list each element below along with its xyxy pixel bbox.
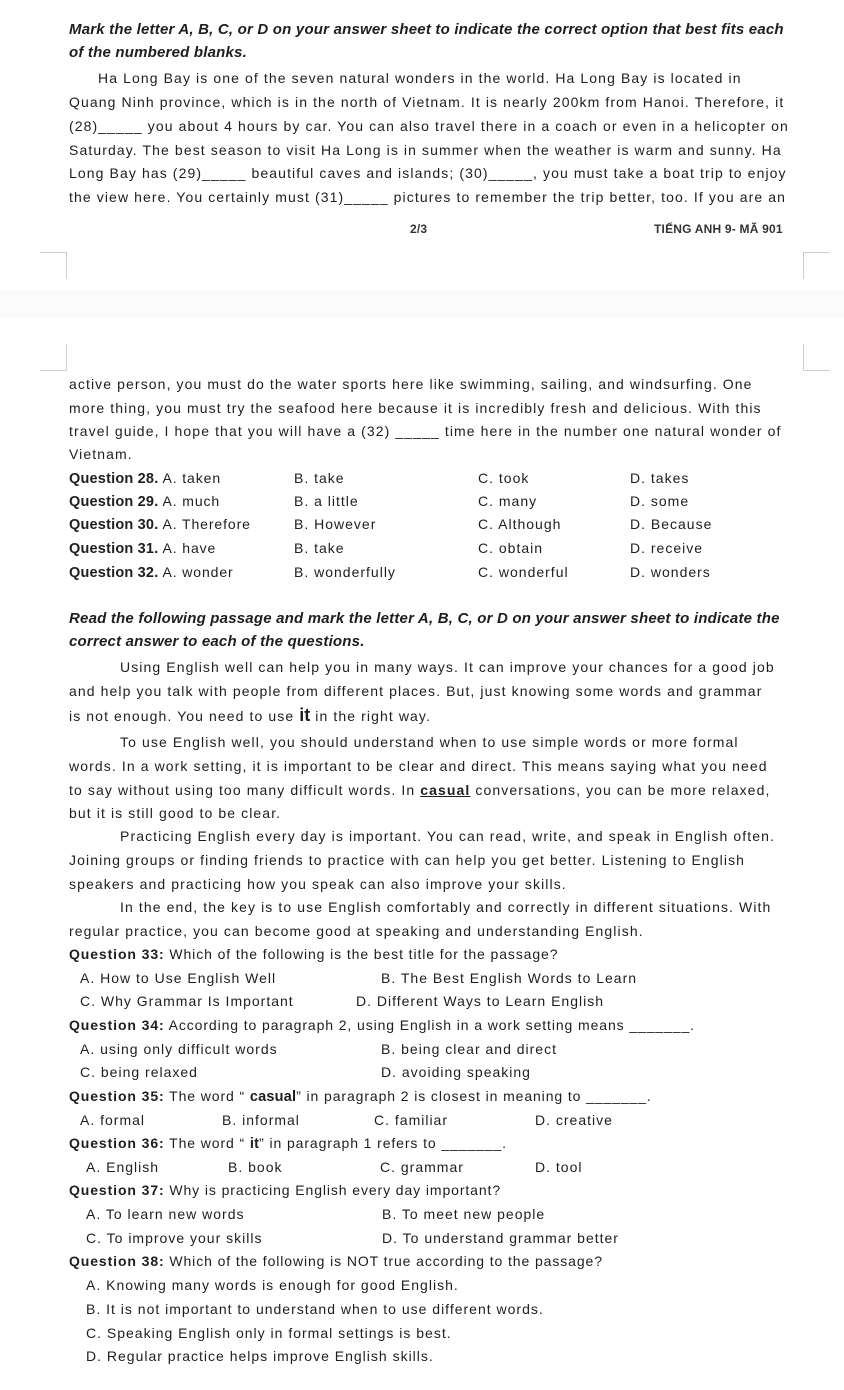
option-c: C. familiar: [374, 1112, 449, 1128]
passage1-line: Long Bay has (29)_____ beautiful caves and islands; (30)_____, you must take a boat trip to enjoy: [69, 165, 787, 181]
question-text: Why is practicing English every day important?: [164, 1182, 502, 1198]
passage2-line: and help you talk with people from different places. But, just knowing some words and grammar: [69, 683, 763, 699]
question-text: The word “: [164, 1135, 250, 1151]
option-d: D. Because: [630, 516, 713, 532]
instruction-line-2: of the numbered blanks.: [69, 44, 247, 61]
underlined-word: casual: [420, 782, 471, 798]
question-31: [69, 540, 216, 557]
option-a: A. English: [86, 1159, 160, 1175]
question-label: Question 31.: [69, 541, 159, 557]
question-32: [69, 564, 234, 581]
passage1-line: Vietnam.: [69, 446, 133, 462]
question-label: Question 38:: [69, 1253, 165, 1269]
passage2-line: Using English well can help you in many ways. It can improve your chances for a good job: [120, 659, 775, 675]
option-d: D. Regular practice helps improve English skills.: [86, 1348, 434, 1364]
option-c: C. being relaxed: [80, 1064, 198, 1080]
option-a: A. using only difficult words: [80, 1041, 278, 1057]
question-text: The word “: [164, 1088, 250, 1104]
option-b: B. It is not important to understand when to use different words.: [86, 1301, 544, 1317]
passage2-line: Joining groups or finding friends to practice with can help you get better. Listening to English: [69, 852, 746, 868]
option-a: A. How to Use English Well: [80, 970, 277, 986]
question-label: Question 32.: [69, 565, 159, 581]
passage1-line: active person, you must do the water sports here like swimming, sailing, and windsurfing. One: [69, 376, 753, 392]
option-c: C. Although: [478, 516, 562, 532]
option-b: B. To meet new people: [382, 1206, 546, 1222]
option-a: A. much: [162, 493, 221, 509]
page-number: 2/3: [410, 222, 428, 236]
option-d: D. Different Ways to Learn English: [356, 993, 604, 1009]
referent-word: it: [299, 705, 311, 725]
instruction2-line-1: Read the following passage and mark the letter A, B, C, or D on your answer sheet to indicate the: [69, 610, 780, 627]
text-run: to say without using too many difficult words. In: [69, 782, 421, 798]
option-d: D. some: [630, 493, 690, 509]
option-a: A. To learn new words: [86, 1206, 245, 1222]
passage2-line: regular practice, you can become good at speaking and understanding English.: [69, 923, 644, 939]
question-text: Which of the following is NOT true according to the passage?: [164, 1253, 603, 1269]
text-run: is not enough. You need to use: [69, 708, 300, 724]
question-text: ” in paragraph 1 refers to _______.: [259, 1135, 507, 1151]
option-c: C. grammar: [380, 1159, 464, 1175]
question-28: [69, 470, 221, 487]
passage1-line: Quang Ninh province, which is in the north of Vietnam. It is nearly 200km from Hanoi. Therefore, it: [69, 94, 785, 110]
question-label: Question 28.: [69, 471, 159, 487]
option-d: D. receive: [630, 540, 704, 556]
page-corner-mark: [40, 252, 67, 279]
option-c: C. wonderful: [478, 564, 569, 580]
question-label: Question 34:: [69, 1017, 165, 1033]
option-b: B. take: [294, 470, 345, 486]
passage2-line: To use English well, you should understand when to use simple words or more formal: [120, 734, 739, 750]
option-a: A. have: [162, 540, 217, 556]
option-d: D. To understand grammar better: [382, 1230, 619, 1246]
instruction2-line-2: correct answer to each of the questions.: [69, 633, 365, 650]
question-label: Question 30.: [69, 517, 159, 533]
page-corner-mark: [803, 252, 830, 279]
option-b: B. The Best English Words to Learn: [381, 970, 638, 986]
passage2-line: speakers and practicing how you speak can also improve your skills.: [69, 876, 567, 892]
option-c: C. Why Grammar Is Important: [80, 993, 294, 1009]
option-d: D. wonders: [630, 564, 711, 580]
question-label: Question 37:: [69, 1182, 165, 1198]
question-text: ” in paragraph 2 is closest in meaning to _______.: [296, 1088, 652, 1104]
passage1-line: Ha Long Bay is one of the seven natural wonders in the world. Ha Long Bay is located in: [98, 70, 742, 86]
option-b: B. being clear and direct: [381, 1041, 557, 1057]
passage1-line: Saturday. The best season to visit Ha Long is in summer when the weather is warm and sunny. Ha: [69, 142, 782, 158]
passage2-line: but it is still good to be clear.: [69, 805, 282, 821]
text-run: in the right way.: [310, 708, 431, 724]
text-run: conversations, you can be more relaxed,: [470, 782, 771, 798]
page-break-gap: [0, 290, 844, 318]
passage2-line: [69, 705, 431, 726]
quoted-word: casual: [249, 1089, 297, 1105]
question-text: According to paragraph 2, using English in a work setting means _______.: [164, 1017, 695, 1033]
option-c: C. many: [478, 493, 538, 509]
option-b: B. informal: [222, 1112, 300, 1128]
question-37: [69, 1182, 501, 1198]
option-c: C. obtain: [478, 540, 544, 556]
question-34: [69, 1017, 695, 1033]
option-c: C. To improve your skills: [86, 1230, 263, 1246]
question-38: [69, 1253, 603, 1269]
option-a: A. wonder: [162, 564, 234, 580]
question-label: Question 29.: [69, 494, 159, 510]
option-b: B. However: [294, 516, 377, 532]
page-corner-mark: [40, 344, 67, 371]
page-corner-mark: [803, 344, 830, 371]
passage1-line: more thing, you must try the seafood here because it is incredibly fresh and delicious. With this: [69, 400, 762, 416]
option-a: A. formal: [80, 1112, 146, 1128]
passage2-line: Practicing English every day is important. You can read, write, and speak in English often.: [120, 828, 775, 844]
exam-code: TIẾNG ANH 9- MÃ 901: [654, 222, 783, 236]
option-d: D. takes: [630, 470, 690, 486]
option-a: A. Therefore: [162, 516, 251, 532]
option-b: B. wonderfully: [294, 564, 396, 580]
option-c: C. took: [478, 470, 530, 486]
passage2-line: words. In a work setting, it is important to be clear and direct. This means saying what you need: [69, 758, 768, 774]
question-33: [69, 946, 558, 962]
question-label: Question 33:: [69, 946, 165, 962]
option-d: D. tool: [535, 1159, 583, 1175]
question-35: [69, 1088, 652, 1105]
passage2-line: [69, 782, 770, 798]
option-b: B. take: [294, 540, 345, 556]
question-36: [69, 1135, 507, 1152]
option-a: A. Knowing many words is enough for good English.: [86, 1277, 459, 1293]
question-text: Which of the following is the best title for the passage?: [164, 946, 559, 962]
option-c: C. Speaking English only in formal settings is best.: [86, 1325, 452, 1341]
instruction-line-1: Mark the letter A, B, C, or D on your answer sheet to indicate the correct option that best fits each: [69, 21, 784, 38]
option-d: D. creative: [535, 1112, 613, 1128]
question-29: [69, 493, 220, 510]
passage1-line: the view here. You certainly must (31)_____ pictures to remember the trip better, too. If you are an: [69, 189, 786, 205]
option-b: B. a little: [294, 493, 359, 509]
option-d: D. avoiding speaking: [381, 1064, 531, 1080]
passage1-line: (28)_____ you about 4 hours by car. You can also travel there in a coach or even in a helicopter on: [69, 118, 789, 134]
quoted-word: it: [249, 1136, 260, 1152]
question-label: Question 35:: [69, 1088, 165, 1104]
option-a: A. taken: [162, 470, 222, 486]
passage1-line: travel guide, I hope that you will have a (32) _____ time here in the number one natural wonder of: [69, 423, 782, 439]
passage2-line: In the end, the key is to use English comfortably and correctly in different situations. With: [120, 899, 772, 915]
question-30: [69, 516, 251, 533]
option-b: B. book: [228, 1159, 283, 1175]
question-label: Question 36:: [69, 1135, 165, 1151]
